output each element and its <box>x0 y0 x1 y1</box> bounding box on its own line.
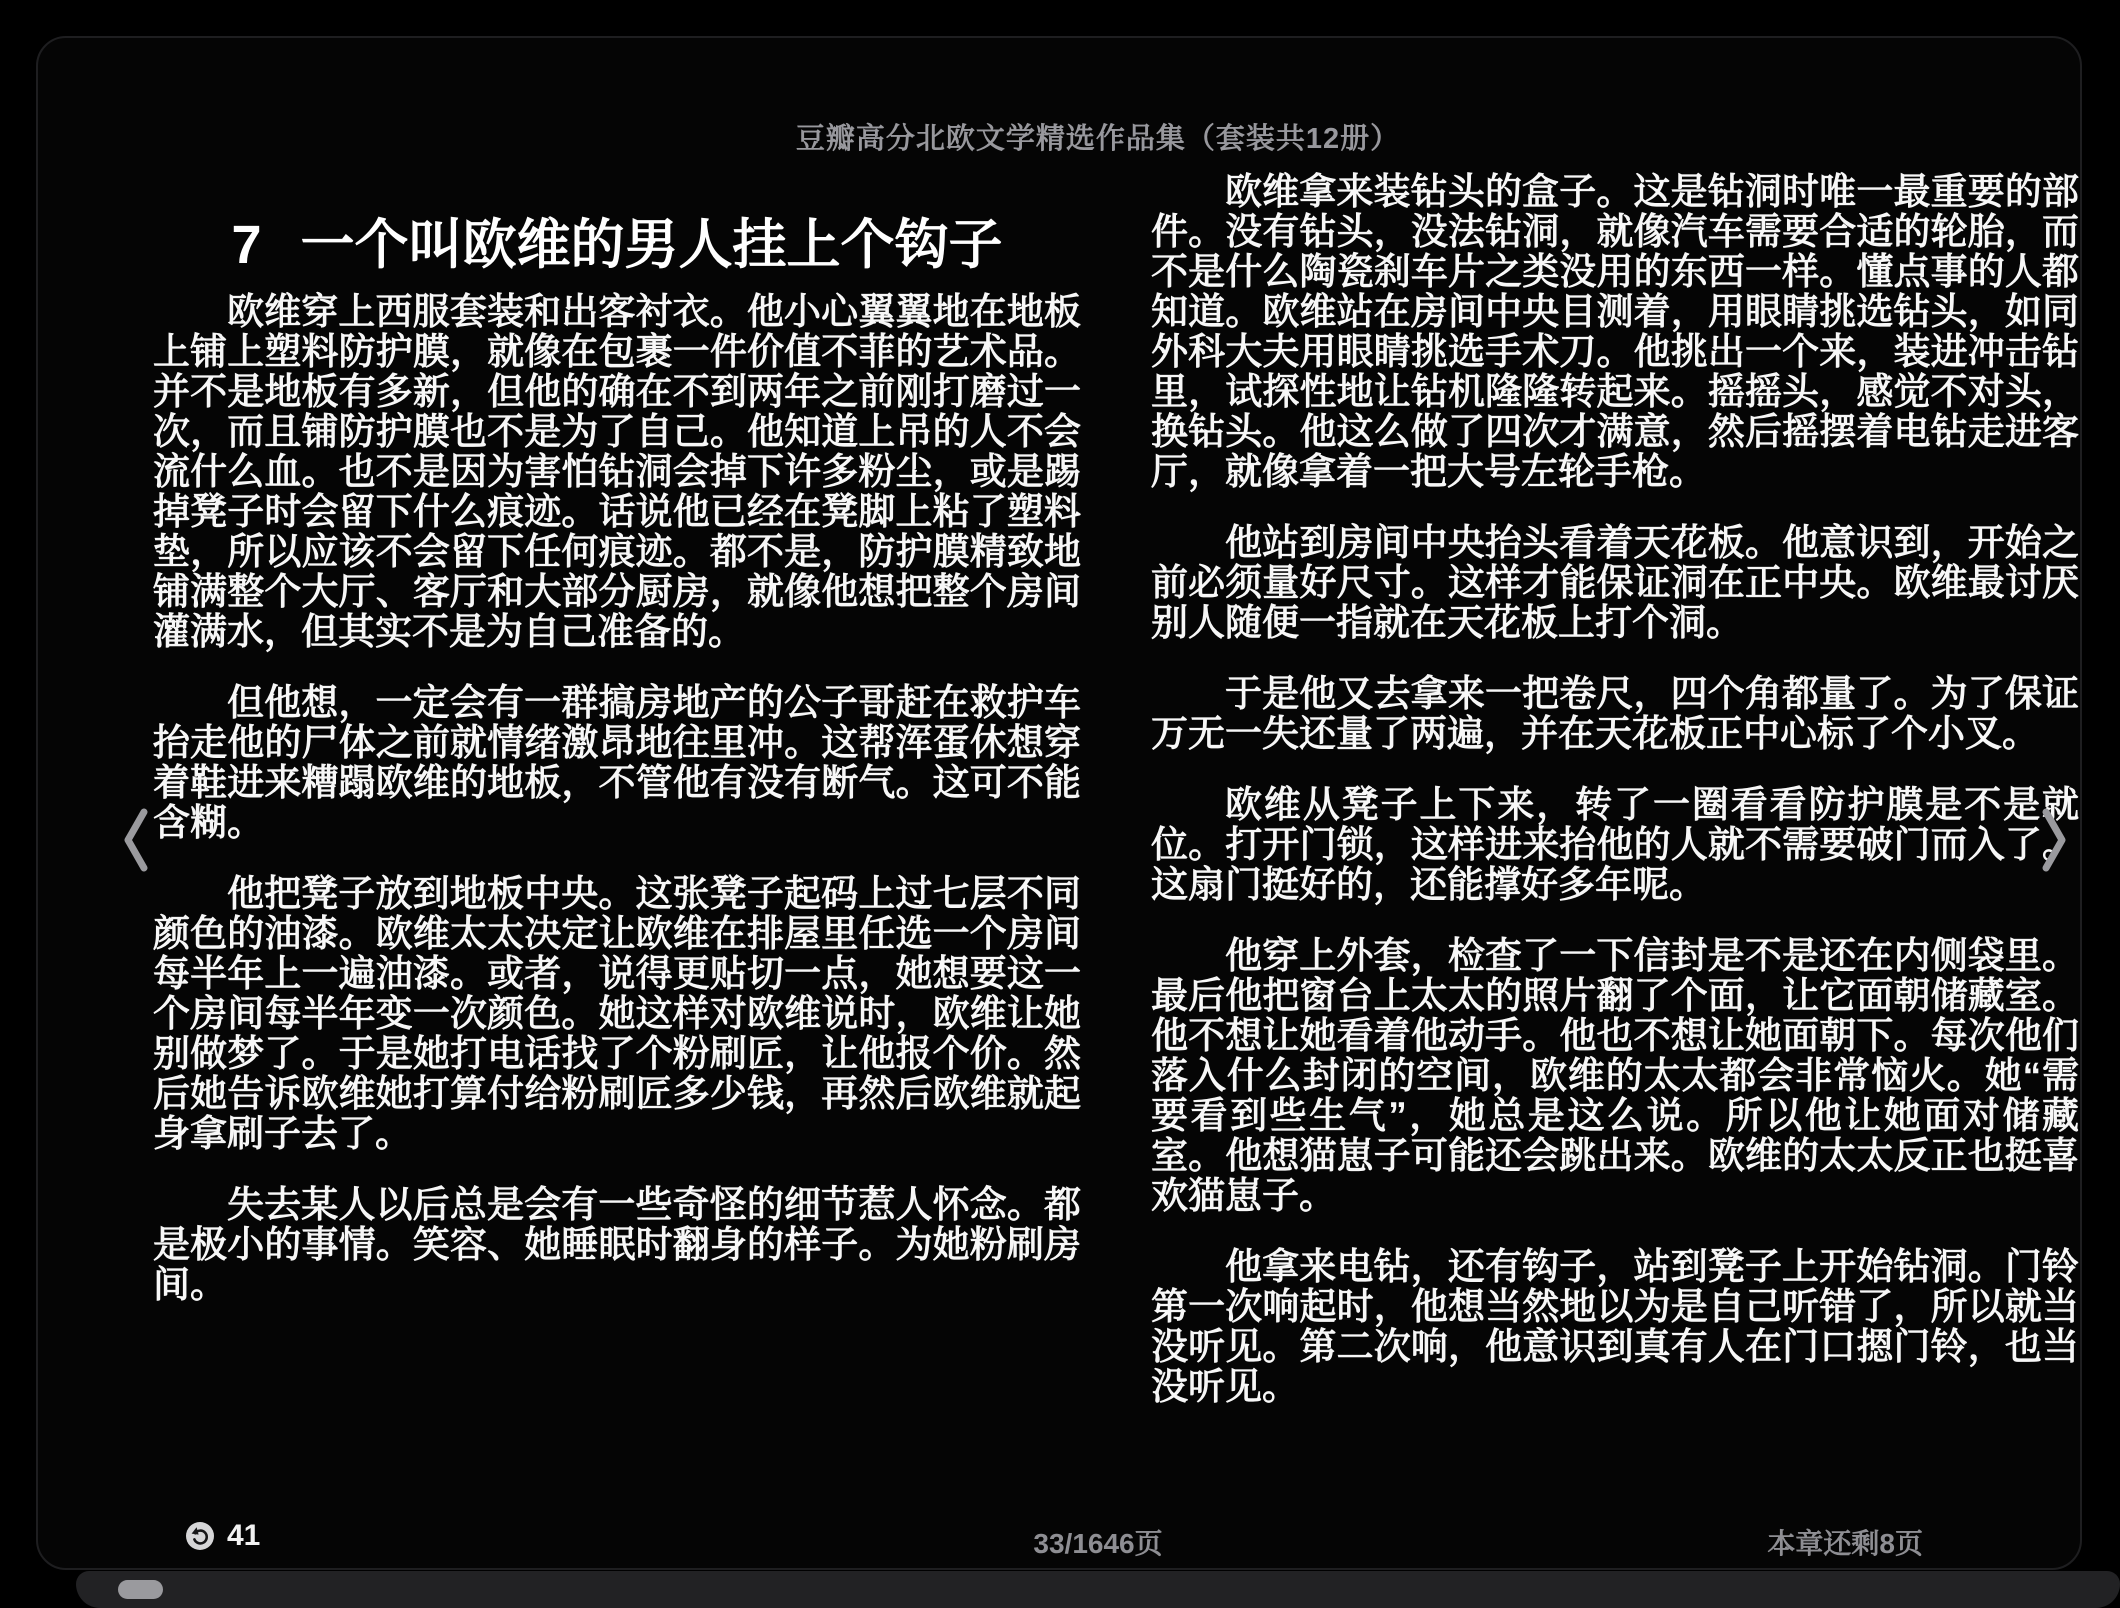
paragraph: 他拿来电钻，还有钩子，站到凳子上开始钻洞。门铃第一次响起时，他想当然地以为是自己听错了，所以就当没听见。第二次响，他意识到真有人在门口摁门铃，也当没听见。 <box>1151 1246 2079 1407</box>
paragraph: 他站到房间中央抬头看着天花板。他意识到，开始之前必须量好尺寸。这样才能保证洞在正中央。欧维最讨厌别人随便一指就在天花板上打个洞。 <box>1151 522 2079 643</box>
paragraph: 他穿上外套，检查了一下信封是不是还在内侧袋里。最后他把窗台上太太的照片翻了个面，让它面朝储藏室。他不想让她看着他动手。他也不想让她面朝下。每次他们落入什么封闭的空间，欧维的太太都会非常恼火。她“需要看到些生气”，她总是这么说。所以他让她面对储藏室。他想猫崽子可能还会跳出来。欧维的太太反正也挺喜欢猫崽子。 <box>1151 935 2079 1216</box>
paragraph: 欧维从凳子上下来，转了一圈看看防护膜是不是就位。打开门锁，这样进来抬他的人就不需要破门而入了。这扇门挺好的，还能撑好多年呢。 <box>1151 784 2079 905</box>
chapter-title: 一个叫欧维的男人挂上个钩子 <box>300 215 1003 275</box>
back-to-page-button[interactable] <box>186 1519 260 1553</box>
scrubber-handle[interactable] <box>118 1580 163 1599</box>
page-position-label: 33/1646页 <box>1033 1528 1163 1559</box>
chevron-right-icon <box>2039 807 2069 876</box>
next-page-button[interactable] <box>2034 806 2074 876</box>
chapter-number: 7 <box>231 215 262 275</box>
paragraph: 失去某人以后总是会有一些奇怪的细节惹人怀念。都是极小的事情。笑容、她睡眠时翻身的样子。为她粉刷房间。 <box>153 1184 1081 1305</box>
book-title: 豆瓣高分北欧文学精选作品集（套装共12册） <box>795 123 1401 155</box>
left-page <box>153 214 1081 1336</box>
back-page-number: 41 <box>227 1519 261 1552</box>
paragraph: 但他想，一定会有一群搞房地产的公子哥赶在救护车抬走他的尸体之前就情绪激昂地往里冲。这帮浑蛋休想穿着鞋进来糟蹋欧维的地板，不管他有没有断气。这可不能含糊。 <box>153 682 1081 843</box>
paragraph: 于是他又去拿来一把卷尺，四个角都量了。为了保证万无一失还量了两遍，并在天花板正中心标了个小叉。 <box>1151 673 2079 754</box>
paragraph: 他把凳子放到地板中央。这张凳子起码上过七层不同颜色的油漆。欧维太太决定让欧维在排屋里任选一个房间每半年上一遍油漆。或者，说得更贴切一点，她想要这一个房间每半年变一次颜色。她这样对欧维说时，欧维让她别做梦了。于是她打电话找了个粉刷匠，让他报个价。然后她告诉欧维她打算付给粉刷匠多少钱，再然后欧维就起身拿刷子去了。 <box>153 873 1081 1154</box>
right-page <box>1151 172 2079 1438</box>
chapter-heading <box>153 214 1081 276</box>
page-scrubber[interactable] <box>76 1571 2120 1608</box>
previous-page-button[interactable] <box>116 806 156 876</box>
undo-arrow-icon <box>186 1522 214 1550</box>
chevron-left-icon <box>121 807 151 876</box>
paragraph: 欧维拿来装钻头的盒子。这是钻洞时唯一最重要的部件。没有钻头，没法钻洞，就像汽车需要合适的轮胎，而不是什么陶瓷刹车片之类没用的东西一样。懂点事的人都知道。欧维站在房间中央目测着，用眼睛挑选钻头，如同外科大夫用眼睛挑选手术刀。他挑出一个来，装进冲击钻里，试探性地让钻机隆隆转起来。摇摇头，感觉不对头，换钻头。他这么做了四次才满意，然后摇摆着电钻走进客厅，就像拿着一把大号左轮手枪。 <box>1151 171 2079 492</box>
chapter-remaining-label: 本章还剩8页 <box>1767 1528 1923 1559</box>
paragraph: 欧维穿上西服套装和出客衬衣。他小心翼翼地在地板上铺上塑料防护膜，就像在包裹一件价值不菲的艺术品。并不是地板有多新，但他的确在不到两年之前刚打磨过一次，而且铺防护膜也不是为了自己。他知道上吊的人不会流什么血。也不是因为害怕钻洞会掉下许多粉尘，或是踢掉凳子时会留下什么痕迹。话说他已经在凳脚上粘了塑料垫，所以应该不会留下任何痕迹。都不是，防护膜精致地铺满整个大厅、客厅和大部分厨房，就像他想把整个房间灌满水，但其实不是为自己准备的。 <box>153 291 1081 652</box>
reader-window <box>36 36 2082 1570</box>
